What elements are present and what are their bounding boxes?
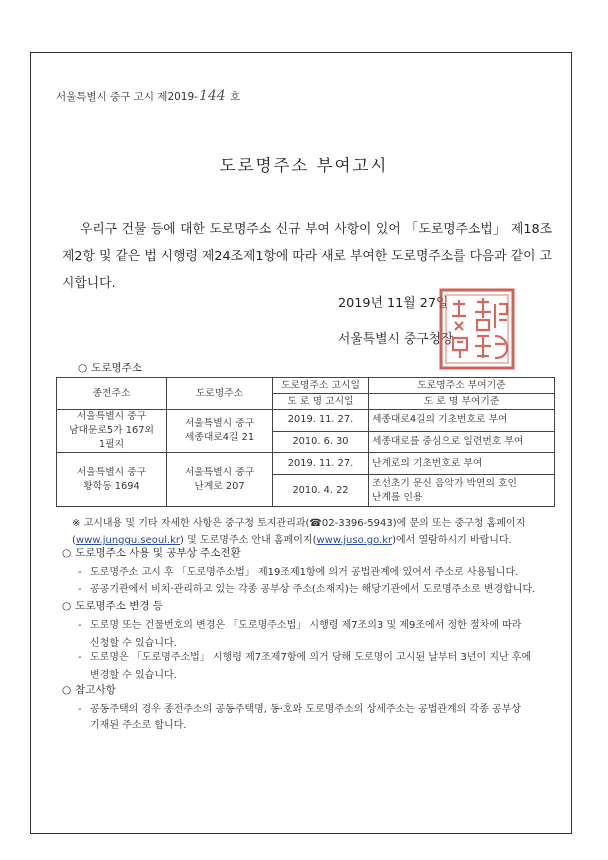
list-item-continuation: 변경할 수 있습니다. — [90, 670, 177, 681]
cell-line: 서울특별시 중구 — [76, 466, 147, 478]
cell-line: 남대문로5가 167외 — [69, 425, 154, 436]
footnote: ※ 고시내용 및 기타 자세한 사항은 중구청 토지관리과(☎02-3396-5943)에 문의 또는 중구청 홈페이지 (www.junggu.seoul.kr) 및 도로명주소 안내 홈페이지(www.juso.go.kr)에서 열람하시기 바랍니다. — [72, 518, 526, 546]
dash-bullet: - — [78, 652, 82, 663]
list-item-text: 공공기관에서 비치·관리하고 있는 각종 공부상 주소(소재지)는 해당기관에서 도로명주소로 변경합니다. — [90, 584, 536, 595]
section-road-address-title: 도로명주소 — [91, 362, 142, 374]
list-item — [78, 616, 521, 635]
header-basis: 도로명주소 부여기준 — [369, 378, 555, 394]
cell-line: 난계를 인용 — [372, 491, 423, 503]
section-change-title — [62, 598, 163, 613]
notice-number-prefix: 서울특별시 중구 고시 제2019- — [56, 91, 198, 103]
cell-line: 세종대로4길 21 — [184, 432, 255, 443]
list-item-continuation: 신청할 수 있습니다. — [90, 638, 177, 649]
juso-homepage-link[interactable]: www.juso.go.kr — [316, 535, 393, 546]
cell-line: 서울특별시 중구 — [184, 418, 255, 429]
section-title-text: 도로명주소 사용 및 공부상 주소전환 — [75, 547, 241, 559]
dash-bullet: - — [78, 704, 82, 715]
basis-cell: 세종대로4길의 기초번호로 부여 — [369, 410, 555, 432]
list-item-text: 도로명주소 고시 후 「도로명주소법」 제19조제1항에 의거 공법관계에 있어서 주소로 사용됩니다. — [90, 567, 519, 578]
address-table — [56, 377, 555, 507]
footnote-text: ) 및 도로명주소 안내 홈페이지( — [180, 535, 317, 546]
list-item-text: 도로명 또는 건물번호의 변경은 「도로명주소법」 시행령 제7조의3 및 제9조에서 정한 절차에 따라 — [90, 620, 522, 631]
notice-number-suffix: 호 — [230, 91, 241, 103]
section-title-text: 도로명주소 변경 등 — [75, 600, 163, 612]
circle-bullet-icon: ○ — [62, 547, 72, 559]
cell-line: 황학동 1694 — [83, 480, 140, 492]
section-road-address — [78, 360, 142, 375]
list-item — [78, 648, 531, 667]
intro-text: 우리구 건물 등에 대한 도로명주소 신규 부여 사항이 있어 「도로명주소법」 제18조 제2항 및 같은 법 시행령 제24조제1항에 따라 새로 부여한 도로명주소를 다음과 같이 고시합니다. — [62, 222, 552, 291]
notice-date: 2019년 11월 27일 — [338, 296, 449, 311]
cell-line: 서울특별시 중구 — [184, 466, 255, 478]
list-item-continuation: 기재된 주소로 합니다. — [90, 720, 187, 731]
old-address-cell — [57, 410, 167, 453]
circle-bullet-icon: ○ — [62, 600, 72, 612]
list-item-text: 도로명은 「도로명주소법」 시행령 제7조제7항에 의거 당해 도로명이 고시된 날부터 3년이 지난 후에 — [90, 652, 532, 663]
list-item-text: 공동주택의 경우 종전주소의 공동주택명, 동·호와 도로명주소의 상세주소는 공법관계의 각종 공부상 — [90, 704, 522, 715]
dash-bullet: - — [78, 584, 82, 595]
notice-number — [56, 88, 240, 104]
table-row — [57, 410, 555, 432]
road-address-cell — [167, 453, 273, 507]
header-road-address: 도로명주소 — [167, 378, 273, 410]
dash-bullet: - — [78, 567, 82, 578]
intro-paragraph — [62, 216, 552, 297]
cell-line: 1필지 — [98, 439, 125, 450]
road-notice-date-cell: 2010. 4. 22 — [273, 475, 369, 507]
basis-cell: 난계로의 기초번호로 부여 — [369, 453, 555, 475]
cell-line: 조선초기 문신 음악가 박연의 호인 — [372, 477, 517, 489]
header-road-notice-date: 도 로 명 고시일 — [273, 394, 369, 410]
footnote-text: 고시내용 및 기타 자세한 사항은 중구청 토지관리과(☎02-3396-5943)에 문의 또는 중구청 홈페이지 — [83, 518, 526, 529]
header-notice-date: 도로명주소 고시일 — [273, 378, 369, 394]
header-old-address: 종전주소 — [57, 378, 167, 410]
official-seal-stamp — [437, 286, 517, 372]
footnote-text: )에서 열람하시기 바랍니다. — [392, 535, 512, 546]
road-basis-cell: 세종대로를 중심으로 일련번호 부여 — [369, 431, 555, 453]
section-usage-title — [62, 545, 241, 560]
dash-bullet: - — [78, 620, 82, 631]
old-address-cell — [57, 453, 167, 507]
junggu-homepage-link[interactable]: www.junggu.seoul.kr — [75, 535, 181, 546]
table-header-row — [57, 378, 555, 394]
road-notice-date-cell: 2010. 6. 30 — [273, 431, 369, 453]
cell-line: 난계로 207 — [194, 480, 245, 492]
section-reference-title — [62, 682, 116, 697]
table-row — [57, 453, 555, 475]
notice-date-cell: 2019. 11. 27. — [273, 410, 369, 432]
notice-date-cell: 2019. 11. 27. — [273, 453, 369, 475]
cell-line: 서울특별시 중구 — [76, 411, 147, 422]
page-title: 도로명주소 부여고시 — [219, 156, 389, 175]
handwritten-number: 144 — [198, 88, 226, 104]
circle-bullet-icon: ○ — [62, 684, 72, 696]
road-basis-cell — [369, 475, 555, 507]
section-title-text: 참고사항 — [75, 684, 116, 696]
header-road-basis: 도 로 명 부여기준 — [369, 394, 555, 410]
footnote-mark: ※ — [72, 518, 81, 529]
list-item — [78, 580, 535, 599]
issuer-name: 서울특별시 중구청장 — [338, 332, 454, 347]
circle-bullet-icon: ○ — [78, 362, 88, 374]
road-address-cell — [167, 410, 273, 453]
